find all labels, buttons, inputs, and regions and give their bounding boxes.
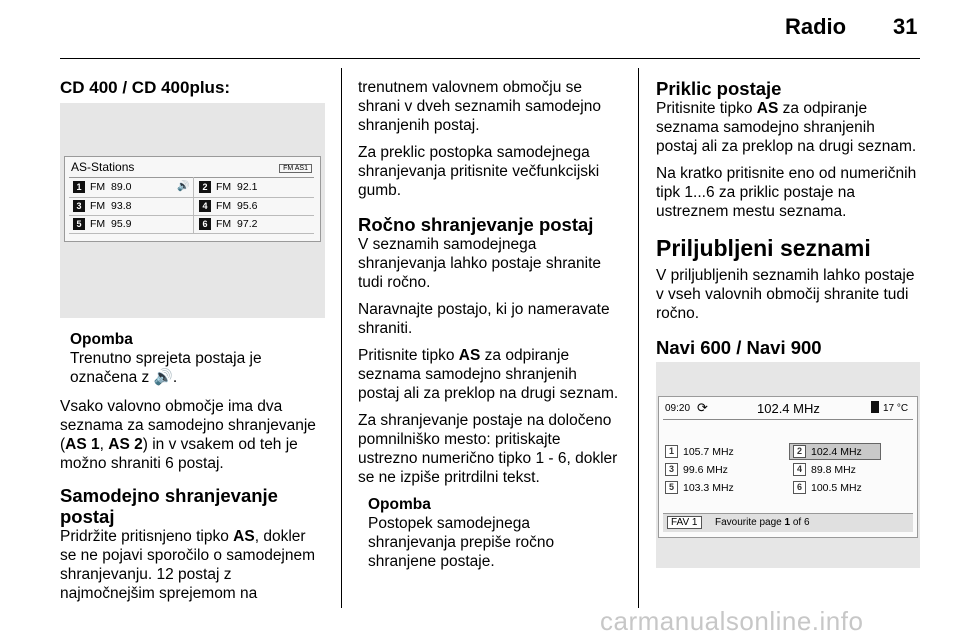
page-section-title: Radio — [785, 14, 847, 39]
favourite-slot[interactable]: 6 100.5 MHz — [793, 481, 862, 494]
station-slot[interactable]: 4 FM 95.6 — [199, 200, 257, 212]
favourite-slot[interactable]: 5 103.3 MHz — [665, 481, 734, 494]
paragraph: Za shranjevanje postaje na določeno pomnilniško mesto: pritiskajte ustrezno numerično tipko 1 - 6, dokler se ne izpiše pritrdilni tekst. — [358, 412, 618, 486]
section-heading: Ročno shranjevanje postaj — [358, 214, 594, 235]
thermometer-icon — [871, 401, 879, 413]
refresh-icon: ⟳ — [697, 400, 708, 415]
paragraph: Pritisnite tipko AS za odpiranje seznama samodejno shranjenih postaj ali za preklop na drugi seznam. — [656, 100, 917, 155]
favourite-slot[interactable]: 3 99.6 MHz — [665, 463, 728, 476]
station-slot[interactable]: 6 FM 97.2 — [199, 218, 257, 230]
note-title: Opomba — [70, 331, 133, 348]
favourite-slot[interactable]: 4 89.8 MHz — [793, 463, 856, 476]
paragraph: Na kratko pritisnite eno od numeričnih tipk 1...6 za priklic postaje na ustreznem mestu seznama. — [656, 165, 917, 220]
station-slot[interactable]: 1 FM 89.0 — [73, 181, 131, 193]
paragraph: Vsako valovno območje ima dva seznama za samodejno shranjevanje (AS 1, AS 2) in v vsakem od teh je možno shraniti 6 postaj. — [60, 398, 316, 472]
paragraph: Za preklic postopka samodejnega shranjevanja pritisnite večfunkcijski gumb. — [358, 144, 600, 199]
page-number: 31 — [893, 14, 918, 39]
fm-as1-tag: FM AS1 — [279, 164, 312, 173]
note-box: Opomba Postopek samodejnega shranjevanja prepiše ročno shranjene postaje. — [358, 495, 634, 571]
column-divider-2 — [638, 68, 639, 608]
watermark-url: carmanualsonline.info — [600, 606, 864, 636]
favourites-footer-bar — [663, 513, 913, 532]
station-slot[interactable]: 3 FM 93.8 — [73, 200, 131, 212]
paragraph: Naravnajte postajo, ki jo nameravate shraniti. — [358, 301, 610, 337]
station-slot[interactable]: 5 FM 95.9 — [73, 218, 131, 230]
station-slot[interactable]: 2 FM 92.1 — [199, 181, 257, 193]
current-frequency: 102.4 MHz — [757, 401, 820, 416]
note-box: Opomba Trenutno sprejeta postaja je označena z 🔊. — [60, 330, 336, 387]
favourite-slot[interactable]: 2 102.4 MHz — [793, 445, 862, 458]
column-divider-1 — [341, 68, 342, 608]
fav-page-button[interactable]: FAV 1 — [667, 516, 702, 529]
column-2 — [358, 78, 634, 571]
section-heading: Samodejno shranjevanje postaj — [60, 485, 278, 527]
note-title: Opomba — [368, 496, 431, 513]
navi-screen-panel — [656, 362, 920, 568]
cd400-screen-panel — [60, 103, 325, 318]
paragraph: Pritisnite tipko AS za odpiranje seznama samodejno shranjenih postaj ali za preklop na drugi seznam. — [358, 347, 619, 402]
section-heading: Priklic postaje — [656, 78, 782, 99]
header-rule — [60, 58, 920, 59]
speaker-icon: 🔊 — [177, 181, 190, 192]
paragraph: trenutnem valovnem območju se shrani v dveh seznamih samodejno shranjenih postaj. — [358, 79, 601, 134]
paragraph: Pridržite pritisnjeno tipko AS, dokler se ne pojavi sporočilo o samodejnem shranjevanju. 12 postaj z najmočnejšim sprejemom na — [60, 528, 316, 602]
column-1-text — [60, 330, 336, 611]
cd400-heading: CD 400 / CD 400plus: — [60, 78, 231, 97]
favourite-slot[interactable]: 1 105.7 MHz — [665, 445, 734, 458]
navi-heading: Navi 600 / Navi 900 — [656, 337, 822, 358]
paragraph: V seznamih samodejnega shranjevanja lahko postaje shranite tudi ročno. — [358, 236, 601, 291]
column-3 — [656, 78, 952, 358]
favourite-page-indicator: Favourite page 1 of 6 — [715, 517, 810, 528]
cd400-screen — [64, 156, 321, 242]
navi-screen — [658, 396, 918, 538]
big-heading: Priljubljeni seznami — [656, 235, 871, 261]
as-stations-title: AS-Stations — [71, 160, 135, 174]
clock: 09:20 — [665, 403, 691, 414]
column-1 — [60, 78, 336, 97]
paragraph: V priljubljenih seznamih lahko postaje v vseh valovnih območij shranite tudi ročno. — [656, 267, 915, 322]
temperature: 17 °C — [883, 403, 909, 414]
